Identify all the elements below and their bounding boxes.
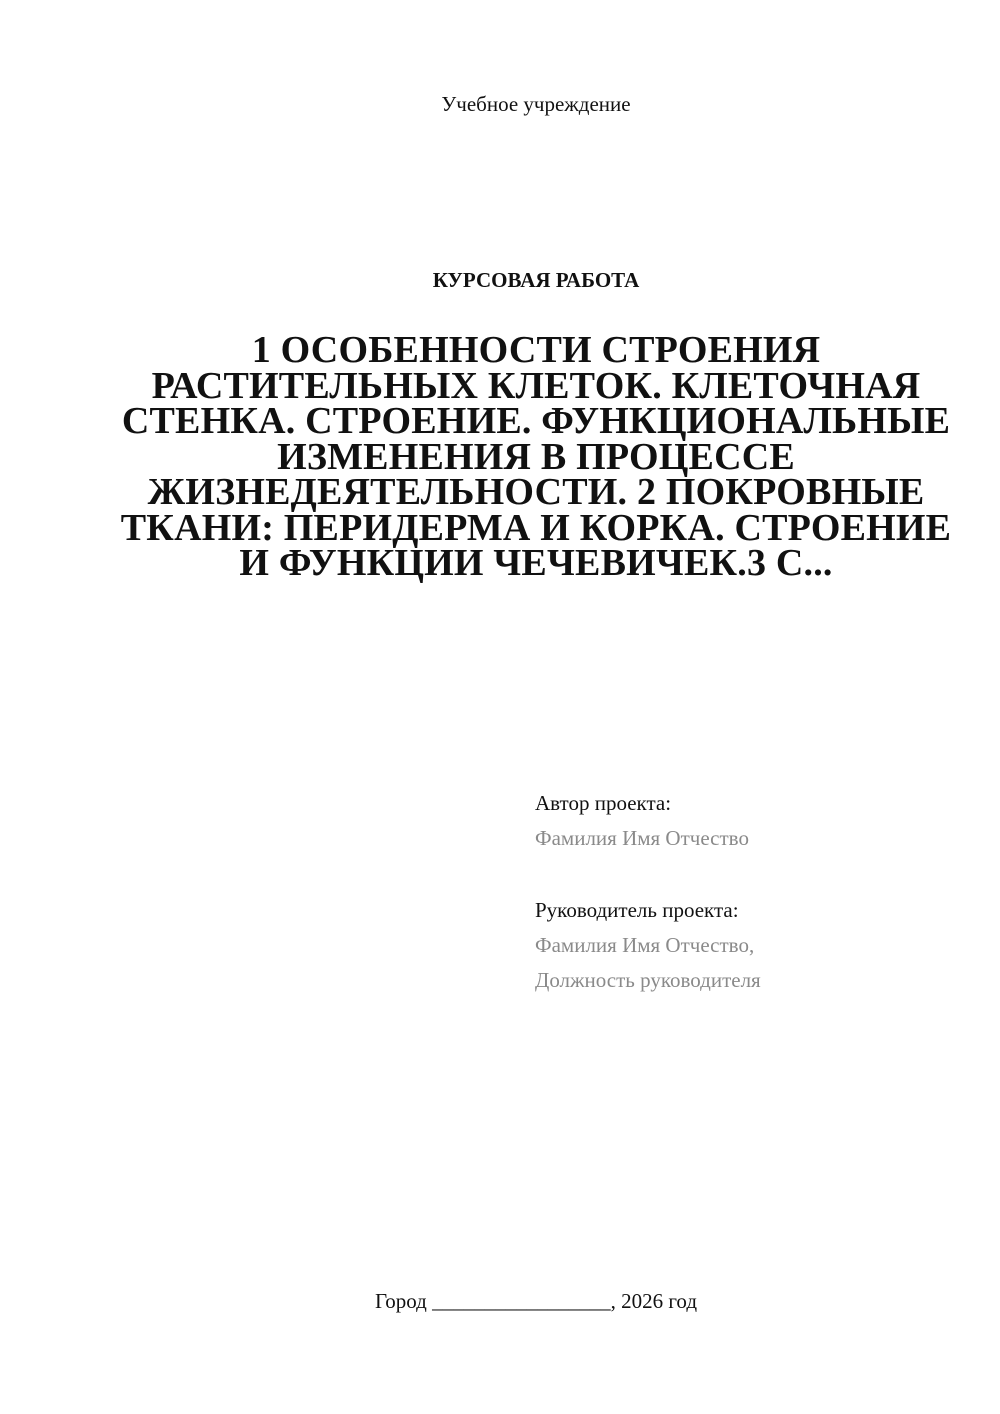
author-block — [535, 786, 955, 856]
work-type-heading: КУРСОВАЯ РАБОТА — [432, 268, 640, 292]
supervisor-position: Должность руководителя — [535, 968, 761, 992]
city-year-line: Город _________________, 2026 год — [374, 1289, 698, 1313]
author-label: Автор проекта: — [535, 791, 672, 815]
work-title: 1 ОСОБЕННОСТИ СТРОЕНИЯ РАСТИТЕЛЬНЫХ КЛЕТОК. КЛЕТОЧНАЯ СТЕНКА. СТРОЕНИЕ. ФУНКЦИОНАЛЬНЫЕ ИЗМЕНЕНИЯ В ПРОЦЕССЕ ЖИЗНЕДЕЯТЕЛЬНОСТИ. 2 ПОКРОВНЫЕ ТКАНИ: ПЕРИДЕРМА И КОРКА. СТРОЕНИЕ И ФУНКЦИИ ЧЕЧЕВИЧЕК.3 С... — [120, 329, 952, 584]
supervisor-label: Руководитель проекта: — [535, 898, 739, 922]
institution-name: Учебное учреждение — [441, 92, 631, 116]
supervisor-name: Фамилия Имя Отчество, — [535, 933, 755, 957]
supervisor-block — [535, 893, 955, 998]
author-name: Фамилия Имя Отчество — [535, 826, 749, 850]
